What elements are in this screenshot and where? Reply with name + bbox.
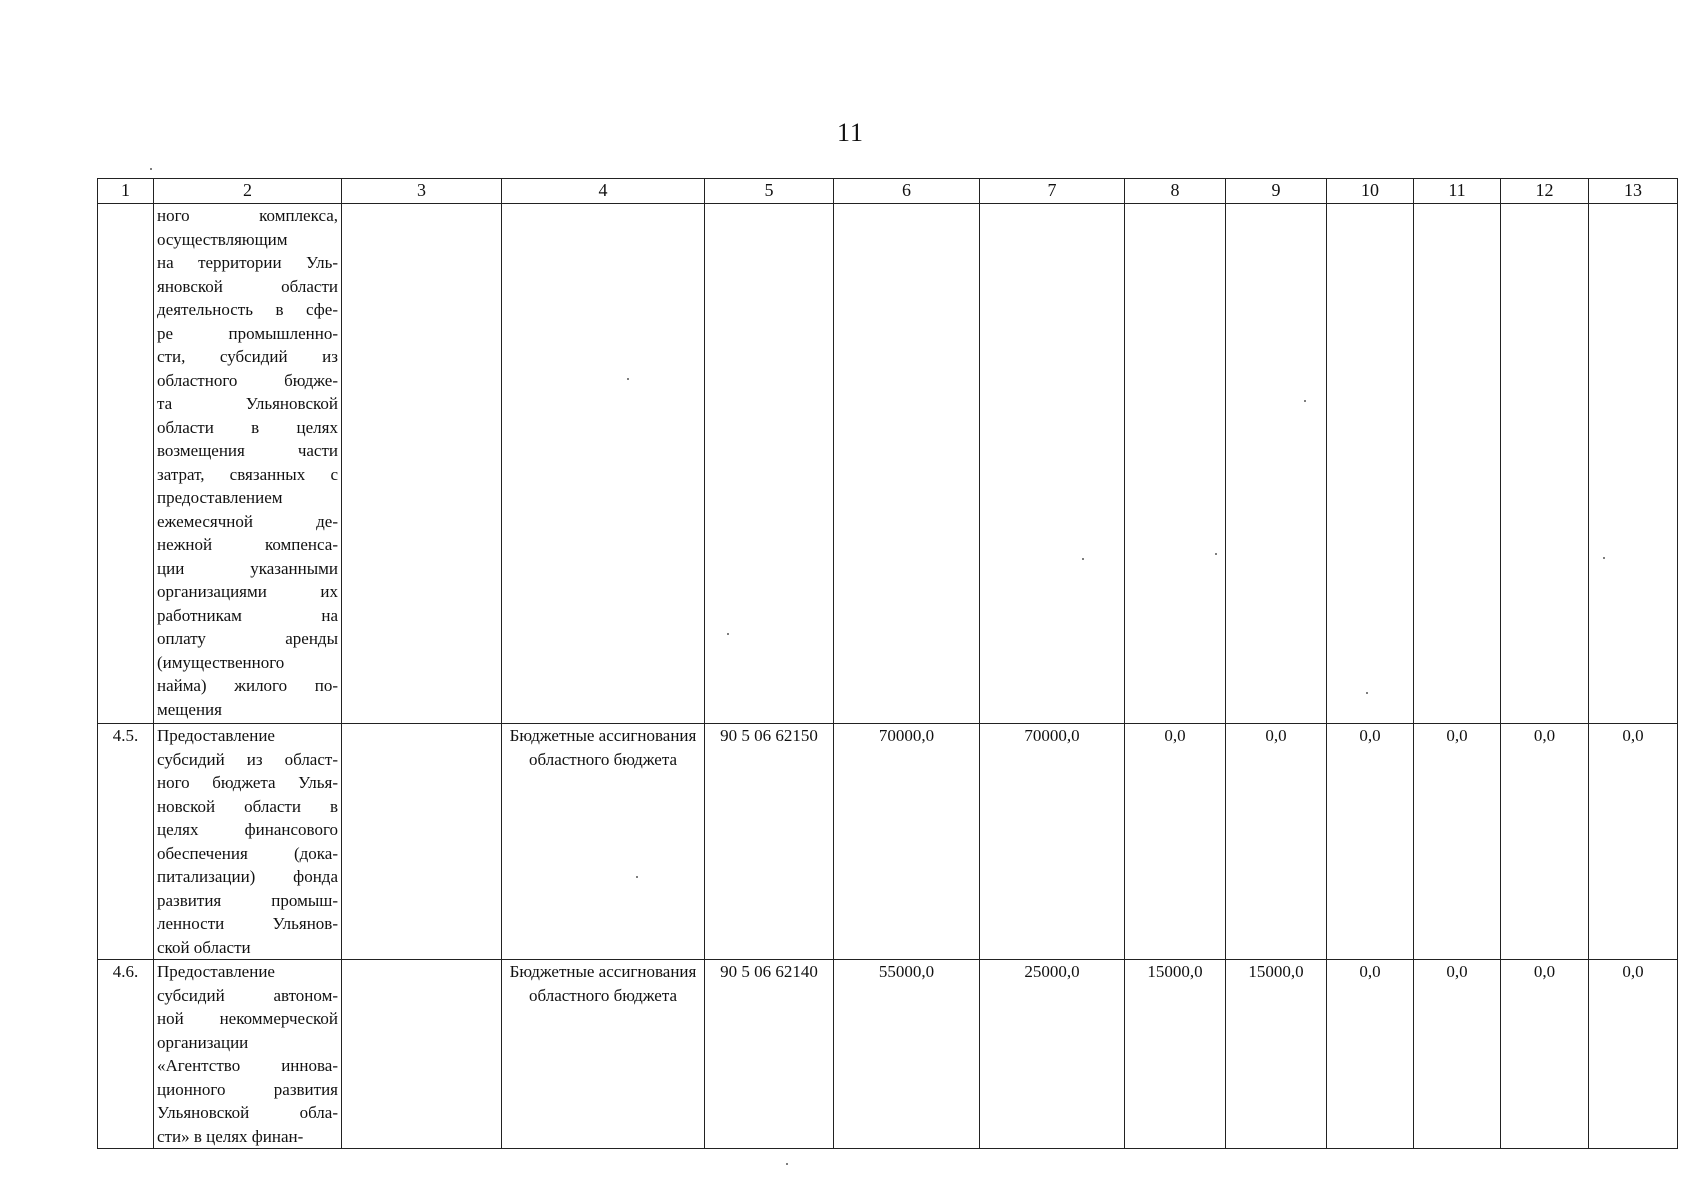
empty-cell [980,204,1125,724]
description-line: деятельность в сфе- [157,300,338,319]
description-line: Предоставление [157,962,275,981]
row-description [154,960,342,1149]
header-row [98,179,1678,204]
column-header: 5 [705,179,834,204]
description-line: затрат, связанных с [157,464,338,484]
scan-speck [727,633,729,635]
value-cell: 70000,0 [980,724,1125,960]
description-line: найма) жилого по- [157,676,338,695]
description-line: развития промыш- [157,890,338,910]
value-cell: 0,0 [1501,724,1589,960]
scan-speck [636,876,638,878]
scan-speck [1603,557,1605,559]
description-line: организациями их [157,582,338,601]
column-header: 3 [342,179,502,204]
empty-cell [342,204,502,724]
value-cell: 0,0 [1589,724,1678,960]
scan-speck [627,378,629,380]
table-row-continuation [98,204,1678,724]
description-line: работникам на [157,605,338,625]
column-header: 11 [1414,179,1501,204]
description-line: ежемесячной де- [157,511,338,531]
description-lines [157,724,338,959]
budget-table [97,178,1678,1149]
column-header: 8 [1125,179,1226,204]
column-header: 7 [980,179,1125,204]
funding-source: Бюджетные ассигнования областного бюджета [502,724,705,960]
description-line: ции указанными [157,558,338,578]
description-line: «Агентство иннова- [157,1056,338,1075]
scan-speck [1215,553,1217,555]
description-line: мещения [157,699,222,719]
column-header: 2 [154,179,342,204]
description-line: организации [157,1032,249,1052]
column-header: 6 [834,179,980,204]
value-cell: 15000,0 [1226,960,1327,1149]
scan-speck [1082,558,1084,560]
description-line: ной некоммерческой [157,1009,338,1028]
description-line: сти» в целях финан- [157,1126,304,1146]
value-cell: 0,0 [1327,724,1414,960]
description-line: сти, субсидий из [157,347,338,366]
description-line: области в целях [157,417,338,437]
description-line: оплату аренды [157,629,338,648]
empty-cell [1414,204,1501,724]
description-line: целях финансового [157,820,338,839]
description-line: ного комплекса, [157,206,338,225]
description-line: (имущественного [157,652,285,672]
budget-code: 90 5 06 62140 [705,960,834,1149]
description-line: обеспечения (дока- [157,843,338,863]
description-line: Предоставление [157,726,275,745]
column-header: 4 [502,179,705,204]
value-cell: 0,0 [1125,724,1226,960]
empty-cell [834,204,980,724]
value-cell: 0,0 [1226,724,1327,960]
value-cell: 0,0 [1327,960,1414,1149]
description-line: на территории Уль- [157,253,338,272]
empty-cell [342,960,502,1149]
description-line: субсидий автоном- [157,985,338,1005]
description-line: ного бюджета Улья- [157,773,338,792]
empty-cell [1125,204,1226,724]
empty-cell [705,204,834,724]
empty-cell [502,204,705,724]
description-line: ленности Ульянов- [157,914,338,933]
description-line: новской области в [157,796,338,816]
empty-cell [1589,204,1678,724]
value-cell: 0,0 [1414,724,1501,960]
value-cell: 15000,0 [1125,960,1226,1149]
value-cell: 0,0 [1414,960,1501,1149]
description-line: нежной компенса- [157,535,338,554]
column-header: 10 [1327,179,1414,204]
column-header: 9 [1226,179,1327,204]
description-line: ской области [157,937,251,957]
description-line: осуществляющим [157,229,288,249]
row-description [154,204,342,724]
scan-speck [1304,400,1306,402]
row-number [98,204,154,724]
description-line: ре промышленно- [157,323,338,343]
empty-cell [1501,204,1589,724]
empty-cell [1327,204,1414,724]
empty-cell [1226,204,1327,724]
description-line: ционного развития [157,1079,338,1099]
description-line: возмещения части [157,441,338,460]
description-lines [157,204,338,721]
scan-speck [786,1163,788,1165]
column-header: 1 [98,179,154,204]
value-cell: 55000,0 [834,960,980,1149]
value-cell: 25000,0 [980,960,1125,1149]
scan-speck [150,168,152,170]
description-line: яновской области [157,276,338,296]
value-cell: 0,0 [1589,960,1678,1149]
row-number: 4.5. [98,724,154,960]
description-line: та Ульяновской [157,394,338,413]
description-line: питализации) фонда [157,867,338,886]
description-line: субсидий из област- [157,749,338,769]
page-number: 11 [836,118,865,147]
scan-speck [1366,692,1368,694]
funding-source: Бюджетные ассигнования областного бюджета [502,960,705,1149]
value-cell: 70000,0 [834,724,980,960]
description-line: областного бюдже- [157,370,338,390]
description-line: предоставлением [157,488,283,507]
table-row-4-6 [98,960,1678,1149]
column-header: 12 [1501,179,1589,204]
description-lines [157,960,338,1148]
empty-cell [342,724,502,960]
value-cell: 0,0 [1501,960,1589,1149]
table-row-4-5 [98,724,1678,960]
row-description [154,724,342,960]
row-number: 4.6. [98,960,154,1149]
description-line: Ульяновской обла- [157,1103,338,1122]
budget-code: 90 5 06 62150 [705,724,834,960]
column-header: 13 [1589,179,1678,204]
